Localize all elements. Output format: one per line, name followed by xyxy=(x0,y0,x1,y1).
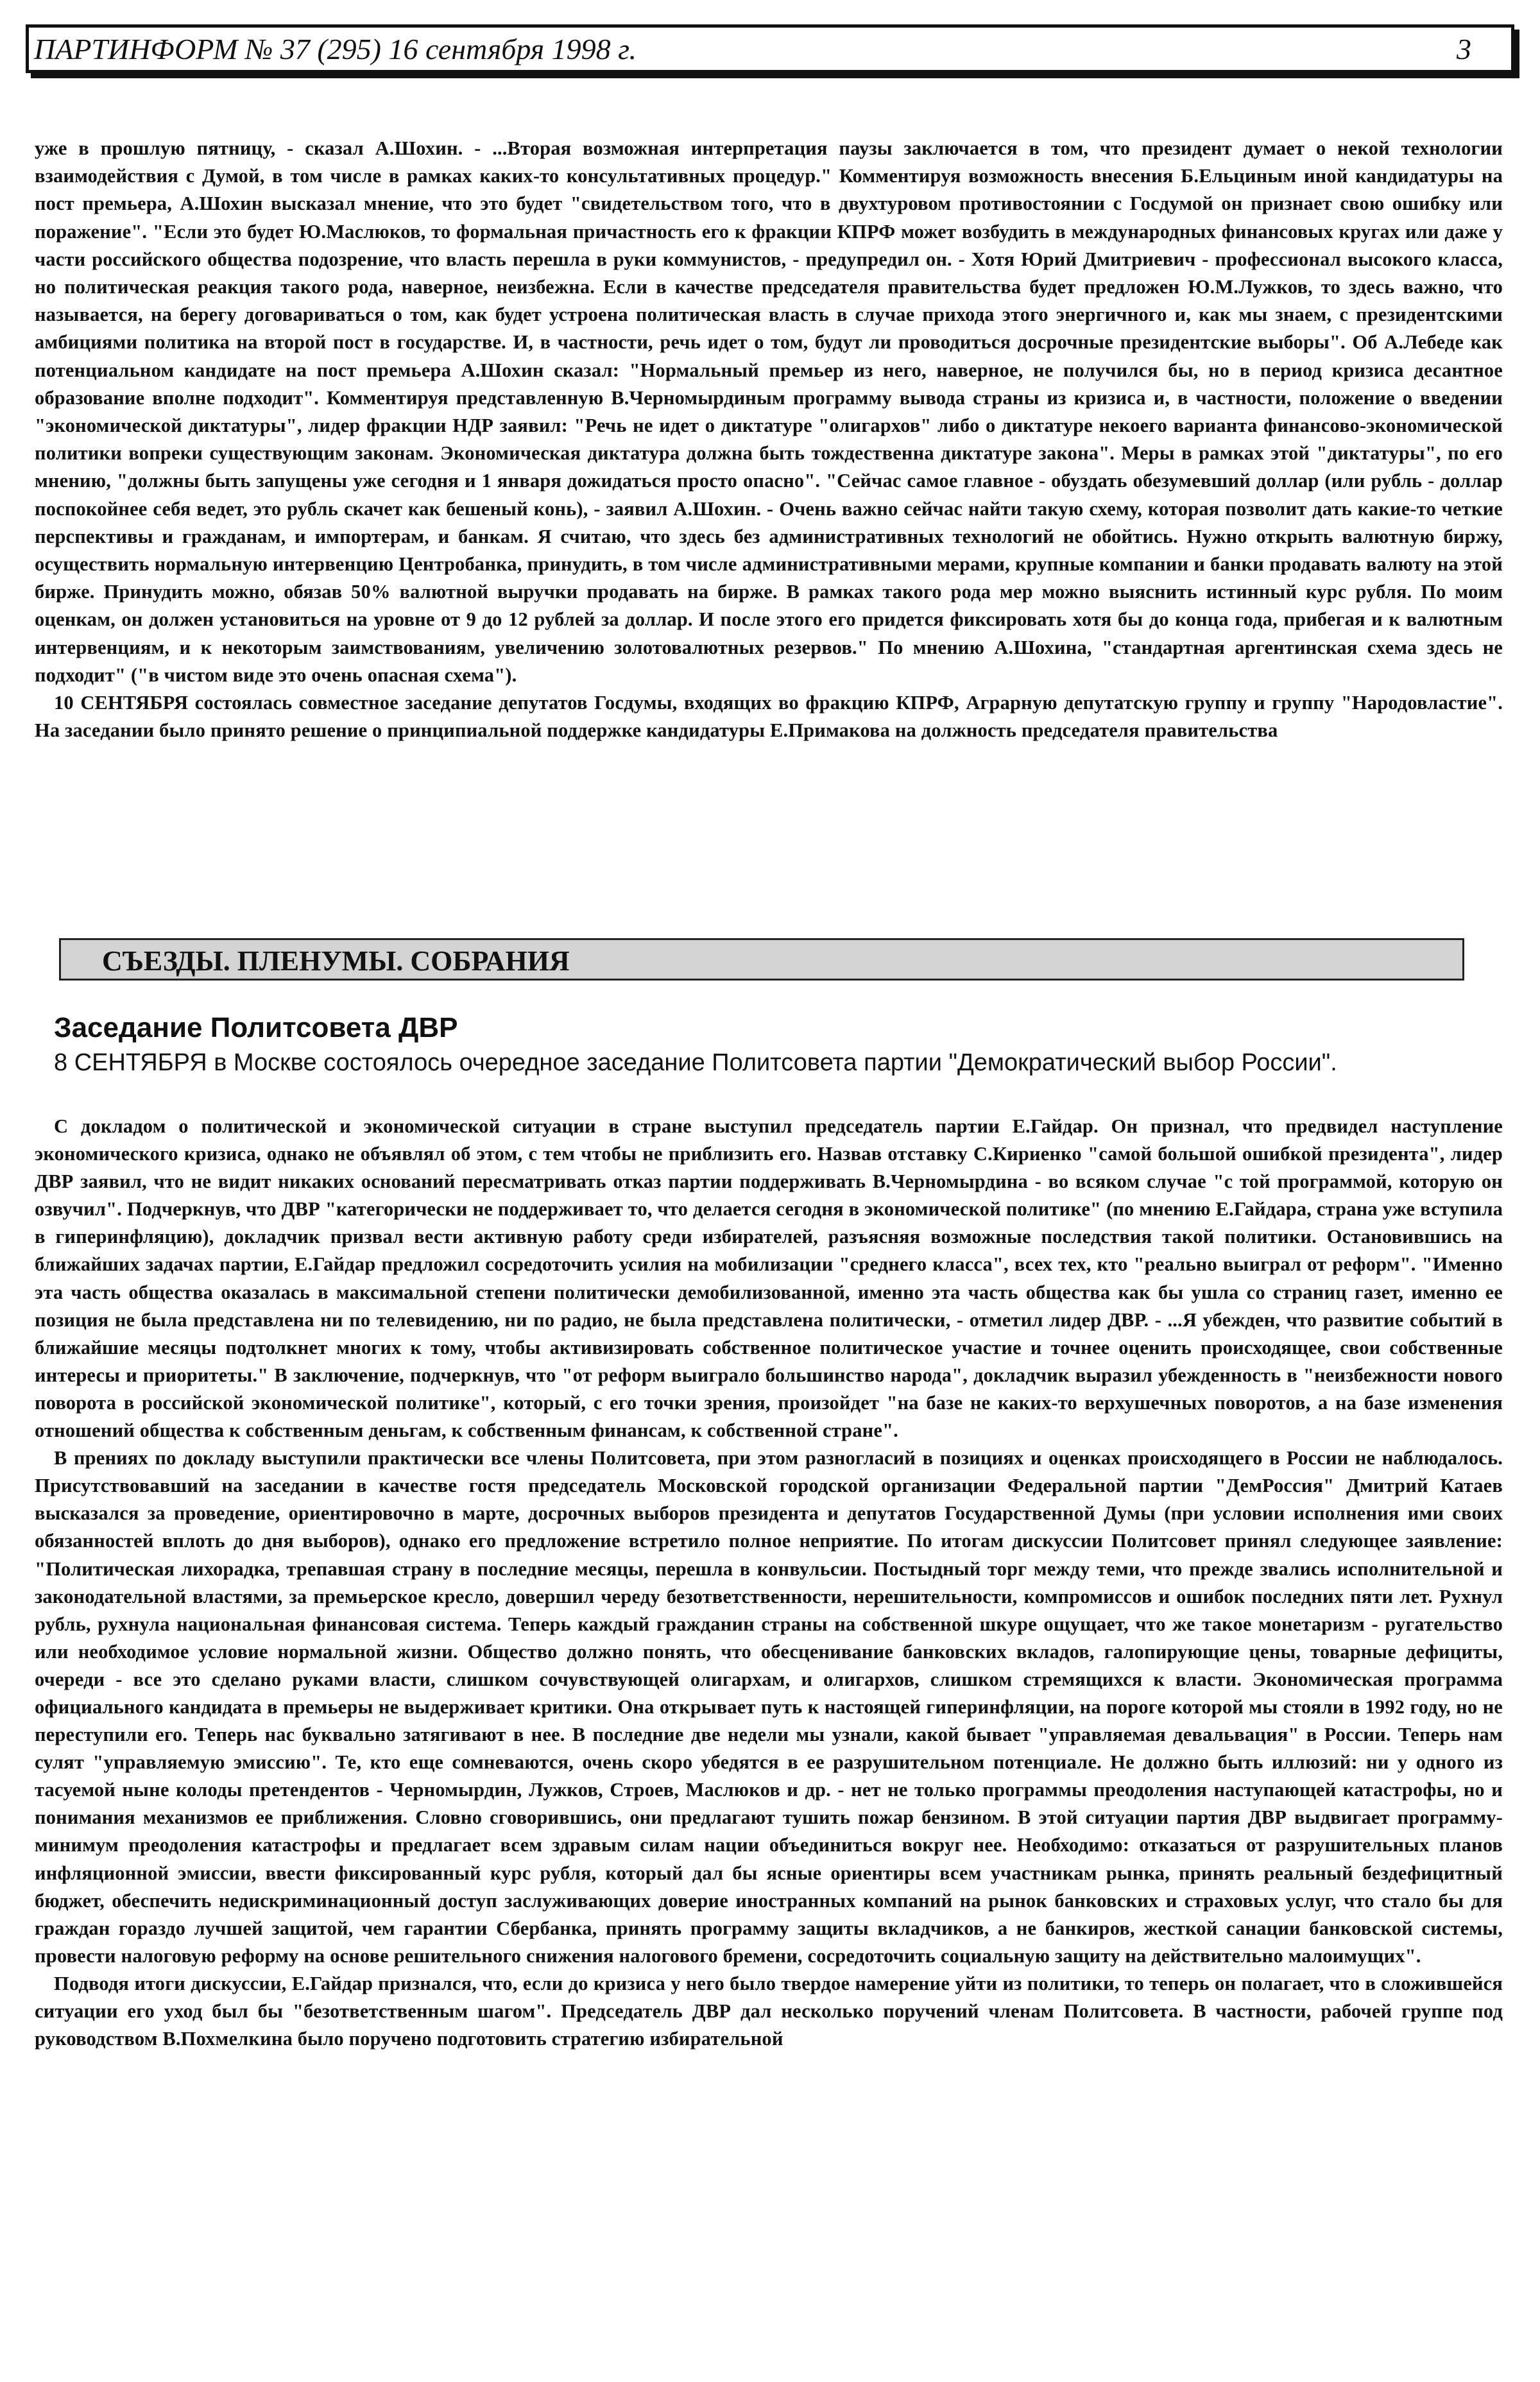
page-number: 3 xyxy=(1457,33,1471,65)
article-paragraph: С докладом о политической и экономической ситуации в стране выступил председатель партии Е.Гайдар. Он признал, что предвидел наступление экономического кризиса, однако не объявлял об этом, с тем чтобы не приблизить его. Назвав отставку С.Кириенко "самой большой ошибкой президента", лидер ДВР заявил, что не видит никаких оснований пересматривать отказ партии поддерживать В.Черномырдина - во всяком случае "с той программой, которую он озвучил". Подчеркнув, что ДВР "категорически не поддерживает то, что делается сегодня в экономической политике" (по мнению Е.Гайдара, страна уже вступила в гиперинфляцию), докладчик призвал вести активную работу среди избирателей, разъясняя возможные последствия такой политики. Остановившись на ближайших задачах партии, Е.Гайдар предложил сосредоточить усилия на мобилизации "среднего класса", всех тех, кто "реально выиграл от реформ". "Именно эта часть общества оказалась в максимальной степени политически демобилизованной, именно эта часть общества как бы ушла со страниц газет, именно ее позиция не была представлена ни по телевидению, ни по радио, не была представлена политически, - отметил лидер ДВР. - ...Я убежден, что развитие событий в ближайшие месяцы подтолкнет многих к тому, чтобы активизировать собственное политическое участие и точнее оценить происходящее, свои собственные интересы и приоритеты." В заключение, подчеркнув, что "от реформ выиграло большинство народа", докладчик выразил убежденность в "неизбежности нового поворота в российской экономической политике", который, с его точки зрения, произойдет "на базе не каких-то верхушечных поворотов, а на базе изменения отношений общества к собственным деньгам, к собственным финансам, к собственной стране". xyxy=(35,1115,1503,1442)
article-paragraph: Подводя итоги дискуссии, Е.Гайдар признался, что, если до кризиса у него было твердое намерение уйти из политики, то теперь он полагает, что в сложившейся ситуации его уход был бы "безответственным шагом". Председатель ДВР дал несколько поручений членам Политсовета. В частности, рабочей группе под руководством В.Похмелкина было поручено подготовить стратегию избирательной xyxy=(35,1972,1503,2050)
article-title: Заседание Политсовета ДВР xyxy=(54,1012,458,1043)
intro-paragraph: уже в прошлую пятницу, - сказал А.Шохин. - ...Вторая возможная интерпретация паузы заключается в том, что президент думает о некой технологии взаимодействия с Думой, в том числе в рамках каких-то консультативных процедур." Комментируя возможность внесения Б.Ельциным иной кандидатуры на пост премьера, А.Шохин высказал мнение, что это будет "свидетельством того, что в двухтуровом противостоянии с Госдумой он признает свою ошибку или поражение". "Если это будет Ю.Маслюков, то формальная причастность его к фракции КПРФ может возбудить в международных финансовых кругах или даже у части российского общества подозрение, что власть перешла в руки коммунистов, - предупредил он. - Хотя Юрий Дмитриевич - профессионал высокого класса, но политическая реакция такого рода, наверное, неизбежна. Если в качестве председателя правительства будет предложен Ю.М.Лужков, то здесь важно, что называется, на берегу договариваться о том, как будет устроена политическая власть в случае прихода этого энергичного и, как мы знаем, с президентскими амбициями политика на второй пост в государстве. И, в частности, речь идет о том, будут ли проводиться досрочные президентские выборы". Об А.Лебеде как потенциальном кандидате на пост премьера А.Шохин сказал: "Нормальный премьер из него, наверное, не получился бы, но в период кризиса десантное образование вполне подходит". Комментируя представленную В.Черномырдиным программу вывода страны из кризиса и, в частности, положение о введении "экономической диктатуры", лидер фракции НДР заявил: "Речь не идет о диктатуре "олигархов" либо о диктатуре некоего варианта финансово-экономической политики вопреки существующим законам. Экономическая диктатура должна быть тождественна диктатуре закона". Меры в рамках этой "диктатуры", по его мнению, "должны быть запущены уже сегодня и 1 января дожидаться просто опасно". "Сейчас самое главное - обуздать обезумевший доллар (или рубль - доллар поспокойнее себя ведет, это рубль скачет как бешеный конь), - заявил А.Шохин. - Очень важно сейчас найти такую схему, которая позволит дать какие-то четкие перспективы и гражданам, и импортерам, и банкам. Я считаю, что здесь без административных технологий не обойтись. Нужно открыть валютную биржу, осуществить нормальную интервенцию Центробанка, принудить, в том числе административными мерами, крупные компании и банки продавать валюту на этой бирже. Принудить можно, обязав 50% валютной выручки продавать на бирже. В рамках такого рода мер можно выяснить истинный курс рубля. По моим оценкам, он должен установиться на уровне от 9 до 12 рублей за доллар. И после этого его придется фиксировать хотя бы до конца года, прибегая и к валютным интервенциям, и к некоторым заимствованиям, увеличению золотовалютных резервов." По мнению А.Шохина, "стандартная аргентинская схема здесь не подходит" ("в чистом виде это очень опасная схема"). xyxy=(35,137,1503,686)
page-header xyxy=(26,24,1514,73)
intro-column xyxy=(35,135,1503,744)
article-paragraph: В прениях по докладу выступили практически все члены Политсовета, при этом разногласий в позициях и оценках происходящего в России не наблюдалось. Присутствовавший на заседании в качестве гостя председатель Московской городской организации Федеральной партии "ДемРоссия" Дмитрий Катаев высказался за проведение, ориентировочно в марте, досрочных выборов президента и депутатов Государственной Думы (при условии исполнения ими своих обязанностей вплоть до дня выборов), однако его предложение встретило полное неприятие. По итогам дискуссии Политсовет принял следующее заявление: "Политическая лихорадка, трепавшая страну в последние месяцы, перешла в конвульсии. Постыдный торг между теми, что прежде звались исполнительной и законодательной властями, за премьерское кресло, довершил череду безответственности, нерешительности, компромиссов и ошибок последних пяти лет. Рухнул рубль, рухнула национальная финансовая система. Теперь каждый гражданин страны на собственной шкуре ощущает, что же такое монетаризм - ругательство или необходимое условие нормальной жизни. Общество должно понять, что обесценивание банковских вкладов, галопирующие цены, товарные дефициты, очереди - все это сделано руками власти, слишком сочувствующей олигархам, и олигархов, слишком стремящихся к власти. Экономическая программа официального кандидата в премьеры не выдерживает критики. Она открывает путь к настоящей гиперинфляции, на пороге которой мы стояли в 1992 году, но не переступили его. Теперь нас буквально затягивают в нее. В последние две недели мы узнали, какой бывает "управляемая девальвация" в России. Теперь нам сулят "управляемую эмиссию". Те, кто еще сомневаются, очень скоро убедятся в ее разрушительном потенциале. Не должно быть иллюзий: ни у одного из тасуемой ныне колоды претендентов - Черномырдин, Лужков, Строев, Маслюков и др. - нет не только программы преодоления наступающей катастрофы, но и понимания механизмов ее приближения. Словно сговорившись, они предлагают тушить пожар бензином. В этой ситуации партия ДВР выдвигает программу-минимум преодоления катастрофы и предлагает всем здравым силам нации объединиться вокруг нее. Необходимо: отказаться от разрушительных планов инфляционной эмиссии, ввести фиксированный курс рубля, который дал бы ясные ориентиры всем участникам рынка, принять реальный бездефицитный бюджет, обеспечить недискриминационный доступ заслуживающих доверие иностранных компаний на рынок банковских и страховых услуг, что стало бы для граждан гораздо лучшей защитой, чем гарантии Сбербанка, принять программу защиты вкладчиков, а не банкиров, жесткой санации банковской системы, провести налоговую реформу на основе решительного снижения налогового бремени, сосредоточить социальную защиту на действительно малоимущих". xyxy=(35,1447,1503,1967)
publication-title: ПАРТИНФОРМ № 37 (295) 16 сентября 1998 г. xyxy=(34,33,637,65)
article-lead: 8 СЕНТЯБРЯ в Москве состоялось очередное заседание Политсовета партии "Демократический выбор России". xyxy=(54,1049,1337,1076)
section-banner: СЪЕЗДЫ. ПЛЕНУМЫ. СОБРАНИЯ xyxy=(59,938,1464,981)
article-body xyxy=(35,1113,1503,2053)
intro-paragraph: 10 СЕНТЯБРЯ состоялась совместное заседание депутатов Госдумы, входящих во фракцию КПРФ, Аграрную депутатскую группу и группу "Народовластие". На заседании было принято решение о принципиальной поддержке кандидатуры Е.Примакова на должность председателя правительства xyxy=(35,692,1503,742)
